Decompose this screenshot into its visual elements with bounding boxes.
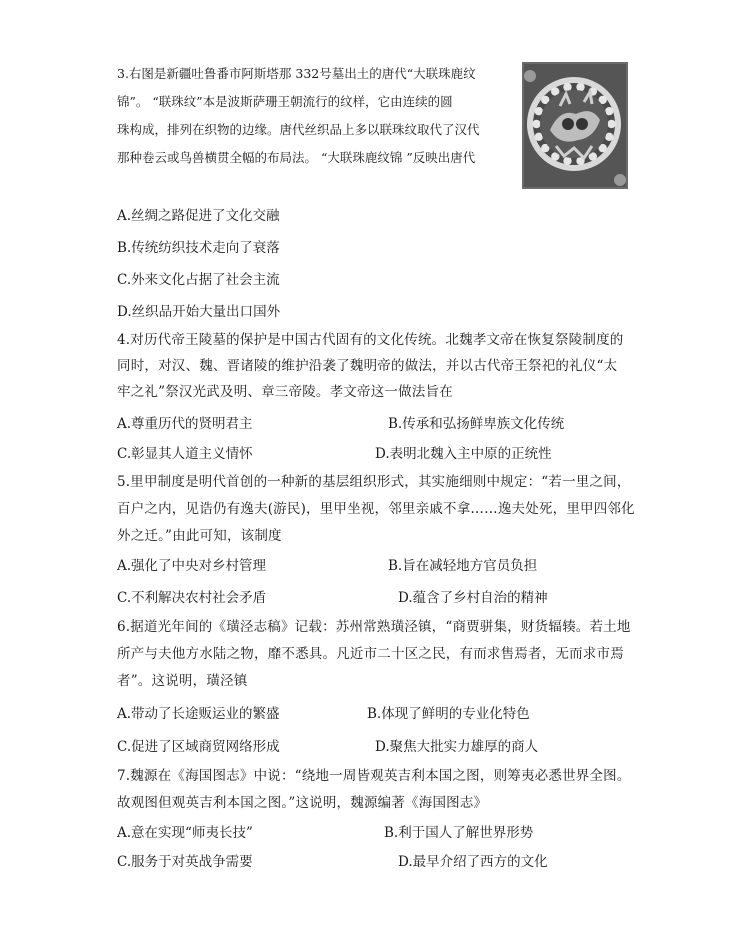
q5-stem-line-1: 5.里甲制度是明代首创的一种新的基层组织形式，其实施细则中规定：“若一里之间， bbox=[117, 474, 631, 490]
q4-option-d[interactable]: D.表明北魏入主中原的正统性 bbox=[375, 446, 552, 462]
q6-option-c[interactable]: C.促进了区域商贸网络形成 bbox=[117, 739, 280, 755]
q5-option-a[interactable]: A.强化了中央对乡村管理 bbox=[117, 558, 267, 574]
q3-stem-line-4: 那种卷云或鸟兽横贯全幅的布局法。 “大联珠鹿纹锦 ”反映出唐代 bbox=[117, 150, 476, 165]
q6-option-d[interactable]: D.聚焦大批实力雄厚的商人 bbox=[375, 739, 539, 755]
q3-stem-line-2: 锦”。 “联珠纹”本是波斯萨珊王朝流行的纹样，它由连续的圆 bbox=[117, 94, 453, 109]
q3-stem-line-1: 3.右图是新疆吐鲁番市阿斯塔那 332号墓出土的唐代“大联珠鹿纹 bbox=[117, 66, 476, 81]
q5-option-c[interactable]: C.不利解决农村社会矛盾 bbox=[117, 590, 267, 606]
pearl bbox=[607, 120, 615, 128]
pearl bbox=[563, 83, 571, 91]
brocade-figure bbox=[520, 58, 630, 193]
q3-option-b[interactable]: B.传统纺织技术走向了衰落 bbox=[117, 240, 280, 256]
q4-stem-line-1: 4.对历代帝王陵墓的保护是中国古代固有的文化传统。北魏孝文帝在恢复祭陵制度的 bbox=[117, 332, 624, 348]
q4-option-b[interactable]: B.传承和弘扬鲜卑族文化传统 bbox=[388, 416, 565, 432]
q5-stem-line-3: 外之迁。”由此可知，该制度 bbox=[117, 528, 282, 544]
q7-option-d[interactable]: D.最早介绍了西方的文化 bbox=[398, 854, 548, 870]
q4-stem-line-2: 同时，对汉、魏、晋诸陵的维护沿袭了魏明帝的做法，并以古代帝王祭祀的礼仪“太 bbox=[117, 358, 618, 374]
q3-option-d[interactable]: D.丝织品开始大量出口国外 bbox=[117, 304, 281, 320]
pearl bbox=[532, 120, 540, 128]
q7-stem-line-1: 7.魏源在《海国图志》中说：“绕地一周皆观英吉利本国之图，则筹夷必悉世界全图。 bbox=[117, 768, 631, 784]
q6-stem-line-3: 者”。这说明，璜泾镇 bbox=[117, 673, 248, 689]
q4-stem-line-3: 牢之礼”祭汉光武及明、章三帝陵。孝文帝这一做法旨在 bbox=[117, 384, 453, 400]
q5-option-b[interactable]: B.旨在减轻地方官员负担 bbox=[388, 558, 538, 574]
q6-stem-line-1: 6.据道光年间的《璜泾志稿》记载：苏州常熟璜泾镇，“商贾骈集，财货辐辏。若土地 bbox=[117, 619, 631, 635]
q7-stem-line-2: 故观图但观英吉利本国之图。”这说明，魏源编著《海国图志》 bbox=[117, 795, 488, 811]
q3-option-a[interactable]: A.丝绸之路促进了文化交融 bbox=[117, 208, 280, 224]
q7-option-b[interactable]: B.利于国人了解世界形势 bbox=[384, 825, 534, 841]
q5-stem-line-2: 百户之内，见诰仍有逸夫(游民)，里甲坐视，邻里亲戚不拿……逸夫处死，里甲四邻化 bbox=[117, 501, 635, 517]
q3-option-c[interactable]: C.外来文化占据了社会主流 bbox=[117, 272, 280, 288]
q5-option-d[interactable]: D.蕴含了乡村自治的精神 bbox=[398, 590, 548, 606]
q7-option-a[interactable]: A.意在实现“师夷长技” bbox=[117, 825, 253, 841]
q4-option-c[interactable]: C.彰显其人道主义情怀 bbox=[117, 446, 253, 462]
q6-option-a[interactable]: A.带动了长途贩运业的繁盛 bbox=[117, 706, 280, 722]
q6-option-b[interactable]: B.体现了鲜明的专业化特色 bbox=[367, 706, 530, 722]
q3-stem-line-3: 珠构成，排列在织物的边缘。唐代丝织品上多以联珠纹取代了汉代 bbox=[117, 122, 480, 137]
pearl bbox=[563, 157, 571, 165]
q7-option-c[interactable]: C.服务于对英战争需要 bbox=[117, 854, 253, 870]
pearl bbox=[576, 83, 584, 91]
q4-option-a[interactable]: A.尊重历代的贤明君主 bbox=[117, 416, 253, 432]
q6-stem-line-2: 所产与夫他方水陆之物，靡不悉具。凡近市二十区之民，有而求售焉者，无而求市焉 bbox=[117, 646, 624, 662]
